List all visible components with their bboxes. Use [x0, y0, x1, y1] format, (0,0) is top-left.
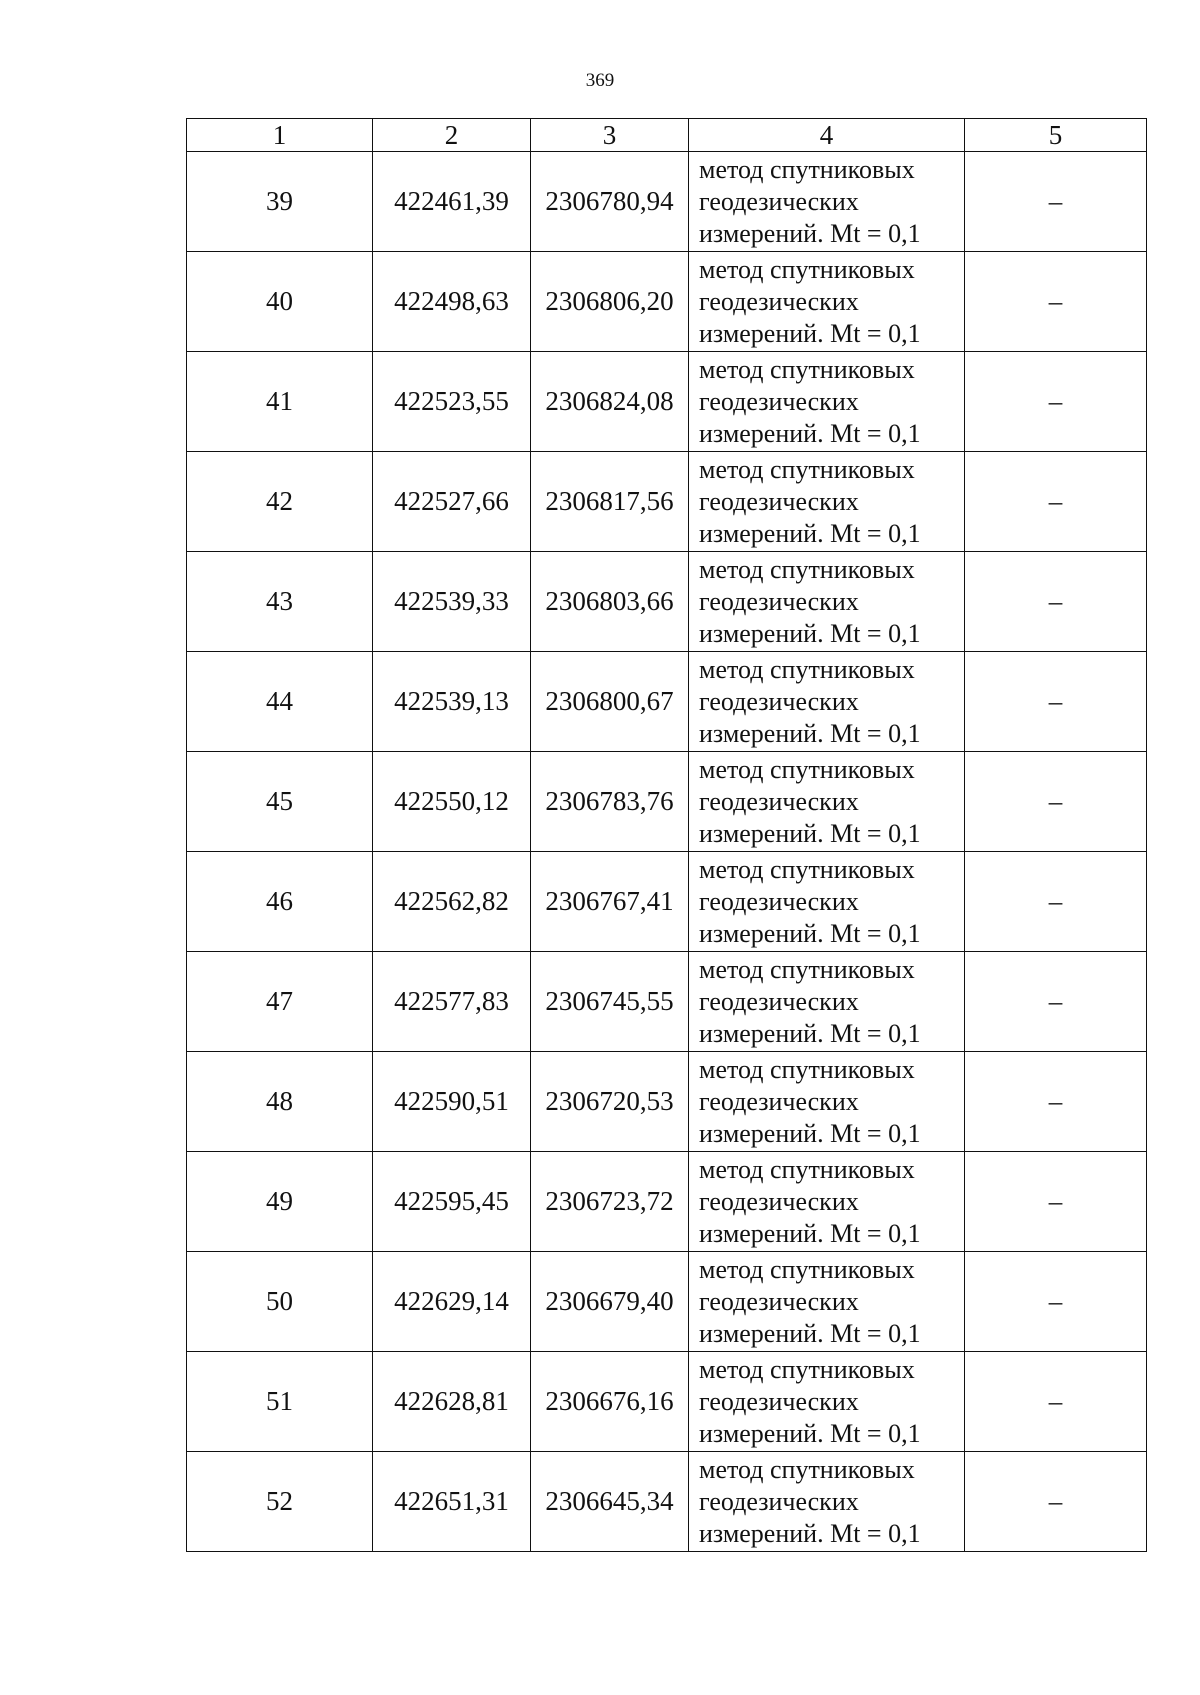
- method-cell: [689, 1452, 965, 1552]
- method-line: геодезических: [699, 786, 859, 816]
- table-row: [187, 252, 1147, 352]
- method-cell: [689, 1152, 965, 1252]
- note-cell: –: [965, 452, 1147, 552]
- x-coordinate-cell: 422562,82: [373, 852, 531, 952]
- column-header: 3: [531, 119, 689, 152]
- column-header: 5: [965, 119, 1147, 152]
- x-coordinate-cell: 422577,83: [373, 952, 531, 1052]
- method-line: измерений. Mt = 0,1: [699, 218, 921, 248]
- method-line: метод спутниковых: [699, 354, 915, 384]
- point-number-cell: 44: [187, 652, 373, 752]
- method-line: измерений. Mt = 0,1: [699, 1218, 921, 1248]
- table-row: [187, 452, 1147, 552]
- y-coordinate-cell: 2306676,16: [531, 1352, 689, 1452]
- method-line: измерений. Mt = 0,1: [699, 618, 921, 648]
- note-cell: –: [965, 1252, 1147, 1352]
- x-coordinate-cell: 422461,39: [373, 152, 531, 252]
- table-row: [187, 1452, 1147, 1552]
- method-line: метод спутниковых: [699, 654, 915, 684]
- point-number-cell: 41: [187, 352, 373, 452]
- note-cell: –: [965, 552, 1147, 652]
- method-line: метод спутниковых: [699, 1254, 915, 1284]
- y-coordinate-cell: 2306780,94: [531, 152, 689, 252]
- note-cell: –: [965, 1052, 1147, 1152]
- method-cell: [689, 752, 965, 852]
- method-line: геодезических: [699, 186, 859, 216]
- table-row: [187, 152, 1147, 252]
- table-row: [187, 952, 1147, 1052]
- table-body: [187, 119, 1147, 1552]
- x-coordinate-cell: 422590,51: [373, 1052, 531, 1152]
- table-row: [187, 1052, 1147, 1152]
- method-cell: [689, 252, 965, 352]
- method-line: геодезических: [699, 886, 859, 916]
- method-line: измерений. Mt = 0,1: [699, 818, 921, 848]
- y-coordinate-cell: 2306645,34: [531, 1452, 689, 1552]
- method-line: геодезических: [699, 1286, 859, 1316]
- note-cell: –: [965, 1352, 1147, 1452]
- method-line: измерений. Mt = 0,1: [699, 1118, 921, 1148]
- note-cell: –: [965, 352, 1147, 452]
- y-coordinate-cell: 2306803,66: [531, 552, 689, 652]
- y-coordinate-cell: 2306806,20: [531, 252, 689, 352]
- method-line: геодезических: [699, 1186, 859, 1216]
- method-line: геодезических: [699, 286, 859, 316]
- note-cell: –: [965, 952, 1147, 1052]
- method-line: метод спутниковых: [699, 1154, 915, 1184]
- table-row: [187, 352, 1147, 452]
- method-line: измерений. Mt = 0,1: [699, 1418, 921, 1448]
- method-line: геодезических: [699, 486, 859, 516]
- point-number-cell: 45: [187, 752, 373, 852]
- x-coordinate-cell: 422523,55: [373, 352, 531, 452]
- note-cell: –: [965, 1452, 1147, 1552]
- method-line: метод спутниковых: [699, 1454, 915, 1484]
- column-header: 2: [373, 119, 531, 152]
- method-line: метод спутниковых: [699, 1054, 915, 1084]
- point-number-cell: 43: [187, 552, 373, 652]
- table-row: [187, 652, 1147, 752]
- method-line: измерений. Mt = 0,1: [699, 318, 921, 348]
- note-cell: –: [965, 752, 1147, 852]
- y-coordinate-cell: 2306800,67: [531, 652, 689, 752]
- point-number-cell: 52: [187, 1452, 373, 1552]
- method-cell: [689, 652, 965, 752]
- y-coordinate-cell: 2306817,56: [531, 452, 689, 552]
- method-line: геодезических: [699, 1486, 859, 1516]
- method-line: метод спутниковых: [699, 754, 915, 784]
- table-row: [187, 1352, 1147, 1452]
- method-line: метод спутниковых: [699, 854, 915, 884]
- y-coordinate-cell: 2306745,55: [531, 952, 689, 1052]
- point-number-cell: 47: [187, 952, 373, 1052]
- x-coordinate-cell: 422539,13: [373, 652, 531, 752]
- method-cell: [689, 1352, 965, 1452]
- method-line: геодезических: [699, 986, 859, 1016]
- y-coordinate-cell: 2306720,53: [531, 1052, 689, 1152]
- method-line: измерений. Mt = 0,1: [699, 418, 921, 448]
- method-line: измерений. Mt = 0,1: [699, 1318, 921, 1348]
- table-row: [187, 552, 1147, 652]
- method-cell: [689, 1252, 965, 1352]
- method-line: измерений. Mt = 0,1: [699, 718, 921, 748]
- point-number-cell: 49: [187, 1152, 373, 1252]
- x-coordinate-cell: 422550,12: [373, 752, 531, 852]
- x-coordinate-cell: 422595,45: [373, 1152, 531, 1252]
- y-coordinate-cell: 2306767,41: [531, 852, 689, 952]
- coordinates-table: [186, 118, 1147, 1552]
- note-cell: –: [965, 152, 1147, 252]
- table-header-row: [187, 119, 1147, 152]
- y-coordinate-cell: 2306824,08: [531, 352, 689, 452]
- method-line: метод спутниковых: [699, 254, 915, 284]
- point-number-cell: 51: [187, 1352, 373, 1452]
- point-number-cell: 48: [187, 1052, 373, 1152]
- point-number-cell: 46: [187, 852, 373, 952]
- x-coordinate-cell: 422498,63: [373, 252, 531, 352]
- method-cell: [689, 952, 965, 1052]
- table-row: [187, 752, 1147, 852]
- table-row: [187, 1152, 1147, 1252]
- method-line: метод спутниковых: [699, 554, 915, 584]
- method-line: измерений. Mt = 0,1: [699, 1518, 921, 1548]
- method-line: измерений. Mt = 0,1: [699, 518, 921, 548]
- method-cell: [689, 152, 965, 252]
- note-cell: –: [965, 852, 1147, 952]
- method-line: метод спутниковых: [699, 454, 915, 484]
- method-line: измерений. Mt = 0,1: [699, 918, 921, 948]
- method-line: геодезических: [699, 586, 859, 616]
- method-line: метод спутниковых: [699, 1354, 915, 1384]
- method-line: метод спутниковых: [699, 154, 915, 184]
- x-coordinate-cell: 422629,14: [373, 1252, 531, 1352]
- y-coordinate-cell: 2306679,40: [531, 1252, 689, 1352]
- method-cell: [689, 852, 965, 952]
- column-header: 1: [187, 119, 373, 152]
- y-coordinate-cell: 2306723,72: [531, 1152, 689, 1252]
- x-coordinate-cell: 422527,66: [373, 452, 531, 552]
- page-number: 369: [585, 70, 615, 91]
- point-number-cell: 40: [187, 252, 373, 352]
- method-cell: [689, 1052, 965, 1152]
- column-header: 4: [689, 119, 965, 152]
- method-cell: [689, 352, 965, 452]
- method-line: метод спутниковых: [699, 954, 915, 984]
- note-cell: –: [965, 252, 1147, 352]
- point-number-cell: 42: [187, 452, 373, 552]
- note-cell: –: [965, 1152, 1147, 1252]
- method-line: геодезических: [699, 386, 859, 416]
- table-row: [187, 1252, 1147, 1352]
- method-line: геодезических: [699, 1386, 859, 1416]
- point-number-cell: 50: [187, 1252, 373, 1352]
- x-coordinate-cell: 422628,81: [373, 1352, 531, 1452]
- note-cell: –: [965, 652, 1147, 752]
- point-number-cell: 39: [187, 152, 373, 252]
- y-coordinate-cell: 2306783,76: [531, 752, 689, 852]
- method-line: геодезических: [699, 1086, 859, 1116]
- method-cell: [689, 452, 965, 552]
- method-line: измерений. Mt = 0,1: [699, 1018, 921, 1048]
- table-row: [187, 852, 1147, 952]
- x-coordinate-cell: 422651,31: [373, 1452, 531, 1552]
- method-line: геодезических: [699, 686, 859, 716]
- x-coordinate-cell: 422539,33: [373, 552, 531, 652]
- method-cell: [689, 552, 965, 652]
